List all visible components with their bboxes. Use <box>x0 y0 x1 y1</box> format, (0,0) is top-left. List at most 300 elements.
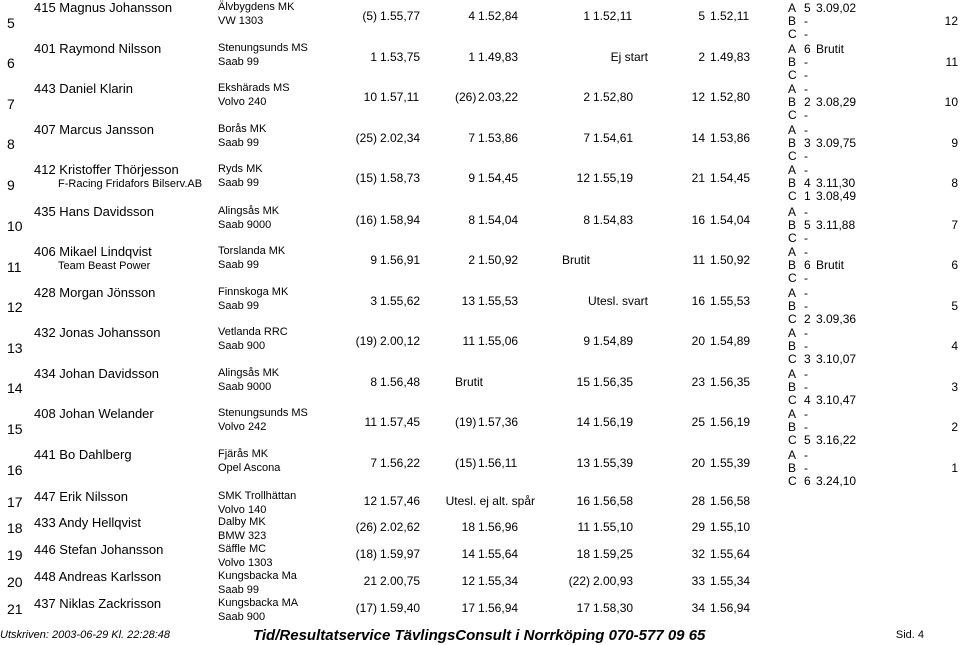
heat-rank: 8 <box>583 213 590 227</box>
driver-name: 448 Andreas Karlsson <box>34 569 162 584</box>
final-group-column <box>788 447 960 489</box>
heat-time: 1.55,53 <box>478 294 519 308</box>
heat-time: 2.02,34 <box>380 131 421 145</box>
final-group-column <box>788 366 960 406</box>
heat-time: 1.55,34 <box>478 574 519 588</box>
final-group-column <box>788 204 960 244</box>
group-place: 4 <box>804 176 811 190</box>
team-name: Team Beast Power <box>58 260 151 272</box>
heat-rank: 14 <box>461 547 475 561</box>
heat-time: 1.52,80 <box>710 90 751 104</box>
final-group-column <box>788 0 960 41</box>
heat-time: 1.55,10 <box>593 520 634 534</box>
heat-time: 1.56,94 <box>478 601 519 615</box>
club-name: Stenungsunds MS <box>218 407 308 419</box>
heat-time: 1.56,35 <box>593 375 634 389</box>
heat-time: 1.54,61 <box>593 131 634 145</box>
heat-time: 1.55,77 <box>380 9 421 23</box>
group-place: - <box>804 420 808 434</box>
heat-time: 1.58,73 <box>380 171 421 185</box>
club-name: Alingsås MK <box>218 205 280 217</box>
car-model: Saab 99 <box>218 177 259 189</box>
group-letter: A <box>788 163 797 177</box>
heat-time: 1.49,83 <box>478 50 519 64</box>
driver-name: 406 Mikael Lindqvist <box>34 244 152 259</box>
result-row <box>0 447 960 489</box>
heat-time: 1.54,04 <box>710 213 751 227</box>
heat-time: 1.52,11 <box>710 9 750 23</box>
position-number: 18 <box>7 520 23 536</box>
position-number: 10 <box>7 218 23 234</box>
heat-time: 1.55,10 <box>710 520 751 534</box>
driver-name: 434 Johan Davidsson <box>34 366 160 381</box>
group-time: 3.08,29 <box>816 95 857 109</box>
group-place: 6 <box>804 42 811 56</box>
driver-name: 428 Morgan Jönsson <box>34 285 156 300</box>
group-letter: C <box>788 108 797 122</box>
heat-rank: 12 <box>461 574 475 588</box>
group-letter: C <box>788 474 797 488</box>
group-place: - <box>804 82 808 96</box>
group-place: 3 <box>804 136 811 150</box>
group-place: - <box>804 27 808 41</box>
final-group-column <box>788 325 960 366</box>
car-model: Saab 900 <box>218 340 266 352</box>
club-name: Dalby MK <box>218 516 266 528</box>
position-number: 6 <box>7 55 15 71</box>
group-letter: C <box>788 393 797 407</box>
heat-time: 1.53,86 <box>478 131 519 145</box>
group-letter: A <box>788 407 797 421</box>
heat-rank: (19) <box>455 415 477 429</box>
group-time: 3.10,47 <box>816 393 857 407</box>
heat-time: 1.50,92 <box>478 253 519 267</box>
car-model: Saab 900 <box>218 611 266 623</box>
group-time: 3.16,22 <box>816 433 857 447</box>
heat-time: 1.53,86 <box>710 131 751 145</box>
position-number: 19 <box>7 547 23 563</box>
heat-time: 1.55,62 <box>380 294 421 308</box>
result-row <box>0 542 960 569</box>
final-rank: 9 <box>951 136 958 150</box>
heat-time: 1.55,64 <box>710 547 751 561</box>
position-number: 5 <box>7 15 15 31</box>
heat-time: 1.55,39 <box>593 456 634 470</box>
heat-rank: 12 <box>691 90 705 104</box>
final-rank: 2 <box>951 420 958 434</box>
driver-name: 447 Erik Nilsson <box>34 489 128 504</box>
heat-rank: 1 <box>370 50 377 64</box>
group-letter: C <box>788 352 797 366</box>
driver-name: 437 Niklas Zackrisson <box>34 596 162 611</box>
heat-rank: 14 <box>576 415 590 429</box>
club-name: Ekshärads MS <box>218 82 290 94</box>
club-name: SMK Trollhättan <box>218 490 297 502</box>
final-group-column <box>788 122 960 162</box>
heat-rank: 12 <box>363 494 377 508</box>
heat-time: 1.50,92 <box>710 253 751 267</box>
heat-time: 2.00,93 <box>593 574 634 588</box>
car-model: Saab 99 <box>218 56 259 68</box>
heat-rank: 2 <box>583 90 590 104</box>
heat-time: 1.54,45 <box>710 171 751 185</box>
result-row <box>0 41 960 81</box>
group-time: 3.10,07 <box>816 352 857 366</box>
result-row <box>0 569 960 596</box>
final-group-column <box>788 406 960 447</box>
heat-time: 1.54,89 <box>593 334 634 348</box>
group-place: 4 <box>804 393 811 407</box>
heat-rank: 29 <box>691 520 705 534</box>
heat-rank: 13 <box>461 294 475 308</box>
heat-rank: 32 <box>691 547 705 561</box>
group-time: Brutit <box>816 42 845 56</box>
group-place: - <box>804 339 808 353</box>
club-name: Fjärås MK <box>218 448 269 460</box>
heat-time: 1.52,84 <box>478 9 519 23</box>
heat-time: 1.56,48 <box>380 375 421 389</box>
result-row <box>0 366 960 406</box>
group-place: - <box>804 286 808 300</box>
position-number: 8 <box>7 136 15 152</box>
heat-time: 1.56,58 <box>593 494 634 508</box>
position-number: 11 <box>7 259 22 275</box>
club-name: Stenungsunds MS <box>218 42 308 54</box>
heat-rank: 2 <box>698 50 705 64</box>
result-row <box>0 489 960 515</box>
result-row <box>0 244 960 285</box>
car-model: Saab 99 <box>218 584 259 596</box>
group-place: - <box>804 14 808 28</box>
group-place: - <box>804 407 808 421</box>
heat-time: 1.59,40 <box>380 601 421 615</box>
heat-rank: Utesl. ej alt. spår <box>445 494 535 508</box>
position-number: 21 <box>7 601 23 617</box>
group-place: - <box>804 108 808 122</box>
heat-rank: 7 <box>468 131 475 145</box>
group-letter: A <box>788 123 797 137</box>
heat-rank: 13 <box>576 456 590 470</box>
group-place: 5 <box>804 1 811 15</box>
heat-rank: 25 <box>691 415 705 429</box>
final-rank: 4 <box>951 339 958 353</box>
heat-time: 2.03,22 <box>478 90 519 104</box>
heat-rank: 16 <box>691 294 705 308</box>
heat-rank: 18 <box>461 520 475 534</box>
driver-name: 441 Bo Dahlberg <box>34 447 132 462</box>
group-place: - <box>804 205 808 219</box>
heat-rank: (26) <box>355 520 377 534</box>
heat-time: 1.53,75 <box>380 50 421 64</box>
group-place: - <box>804 149 808 163</box>
heat-rank: 20 <box>691 456 705 470</box>
heat-time: 1.54,83 <box>593 213 634 227</box>
heat-time: 1.57,11 <box>380 90 420 104</box>
group-letter: B <box>788 258 797 272</box>
heat-rank: (26) <box>455 90 477 104</box>
heat-time: 1.56,94 <box>710 601 751 615</box>
heat-rank: 11 <box>577 520 590 534</box>
final-rank: 11 <box>945 55 958 69</box>
result-row <box>0 596 960 623</box>
group-place: - <box>804 299 808 313</box>
result-row <box>0 81 960 122</box>
club-name: Finnskoga MK <box>218 286 289 298</box>
heat-rank: 3 <box>370 294 377 308</box>
group-place: - <box>804 163 808 177</box>
club-name: Alingsås MK <box>218 367 280 379</box>
heat-time: 1.56,58 <box>710 494 751 508</box>
group-place: 5 <box>804 218 811 232</box>
final-rank: 1 <box>951 461 958 475</box>
group-letter: B <box>788 299 797 313</box>
heat-rank: 11 <box>462 334 475 348</box>
group-place: 2 <box>804 95 811 109</box>
heat-time: 1.52,11 <box>593 9 633 23</box>
group-letter: C <box>788 231 797 245</box>
heat-time: 1.52,80 <box>593 90 634 104</box>
heat-rank: Brutit <box>455 375 484 389</box>
heat-rank: 1 <box>468 50 475 64</box>
heat-time: 1.55,34 <box>710 574 751 588</box>
driver-name: 407 Marcus Jansson <box>34 122 154 137</box>
heat-time: 1.56,11 <box>478 456 518 470</box>
final-rank: 3 <box>951 380 958 394</box>
driver-name: 432 Jonas Johansson <box>34 325 161 340</box>
group-letter: A <box>788 326 797 340</box>
group-place: - <box>804 123 808 137</box>
driver-name: 415 Magnus Johansson <box>34 0 173 15</box>
car-model: Volvo 140 <box>218 504 267 516</box>
heat-time: 1.55,06 <box>478 334 519 348</box>
final-rank: 12 <box>944 14 958 28</box>
heat-time: 1.59,25 <box>593 547 634 561</box>
heat-rank: Ej start <box>610 50 648 64</box>
group-time: 3.11,30 <box>816 176 856 190</box>
group-letter: A <box>788 367 797 381</box>
group-letter: C <box>788 312 797 326</box>
car-model: Volvo 240 <box>218 96 267 108</box>
final-rank: 8 <box>951 176 958 190</box>
position-number: 13 <box>7 340 23 356</box>
heat-rank: 9 <box>468 171 475 185</box>
group-place: - <box>804 367 808 381</box>
position-number: 7 <box>7 96 15 112</box>
heat-rank: (22) <box>568 574 590 588</box>
heat-time: 1.55,53 <box>710 294 751 308</box>
position-number: 12 <box>7 299 23 315</box>
group-letter: C <box>788 27 797 41</box>
driver-name: 435 Hans Davidsson <box>34 204 154 219</box>
group-place: 2 <box>804 312 811 326</box>
group-letter: A <box>788 245 797 259</box>
heat-time: 1.54,45 <box>478 171 519 185</box>
group-letter: C <box>788 189 797 203</box>
group-letter: C <box>788 68 797 82</box>
heat-rank: 23 <box>691 375 705 389</box>
driver-name: 408 Johan Welander <box>34 406 154 421</box>
club-name: Säffle MC <box>218 543 267 555</box>
heat-rank: 12 <box>576 171 590 185</box>
heat-rank: (16) <box>355 213 377 227</box>
group-letter: A <box>788 1 797 15</box>
group-place: - <box>804 271 808 285</box>
heat-rank: 14 <box>691 131 705 145</box>
result-row <box>0 122 960 162</box>
group-letter: A <box>788 82 797 96</box>
group-place: - <box>804 448 808 462</box>
result-row <box>0 204 960 244</box>
group-letter: B <box>788 176 797 190</box>
heat-time: 1.57,46 <box>380 494 421 508</box>
group-time: 3.08,49 <box>816 189 857 203</box>
group-place: 5 <box>804 433 811 447</box>
car-model: Volvo 242 <box>218 421 267 433</box>
group-letter: B <box>788 461 797 475</box>
group-place: 1 <box>804 189 811 203</box>
heat-rank: 2 <box>468 253 475 267</box>
heat-time: 1.56,19 <box>593 415 634 429</box>
group-letter: B <box>788 339 797 353</box>
heat-rank: 4 <box>468 9 475 23</box>
heat-rank: (15) <box>455 456 477 470</box>
club-name: Ryds MK <box>218 163 263 175</box>
group-letter: C <box>788 271 797 285</box>
driver-name: 433 Andy Hellqvist <box>34 515 141 530</box>
heat-time: 1.56,19 <box>710 415 751 429</box>
heat-time: 1.58,30 <box>593 601 634 615</box>
heat-rank: 11 <box>364 415 377 429</box>
group-place: 3 <box>804 352 811 366</box>
page-number: Sid. 4 <box>895 629 924 641</box>
final-group-column <box>788 285 960 325</box>
club-name: Kungsbacka MA <box>218 597 299 609</box>
group-letter: C <box>788 149 797 163</box>
heat-rank: 9 <box>370 253 377 267</box>
final-group-column <box>788 81 960 122</box>
group-letter: A <box>788 286 797 300</box>
group-place: - <box>804 245 808 259</box>
heat-rank: (5) <box>362 9 377 23</box>
car-model: Saab 9000 <box>218 219 272 231</box>
car-model: Saab 99 <box>218 300 259 312</box>
heat-time: 1.56,35 <box>710 375 751 389</box>
heat-time: 1.56,96 <box>478 520 519 534</box>
position-number: 9 <box>7 177 15 193</box>
position-number: 14 <box>7 380 23 396</box>
position-number: 15 <box>7 421 23 437</box>
heat-time: 1.55,64 <box>478 547 519 561</box>
heat-rank: 17 <box>576 601 590 615</box>
heat-rank: 17 <box>461 601 475 615</box>
printed-timestamp: Utskriven: 2003-06-29 Kl. 22:28:48 <box>0 629 170 641</box>
car-model: Volvo 1303 <box>218 557 273 569</box>
final-group-column <box>788 41 960 81</box>
group-letter: B <box>788 95 797 109</box>
group-place: - <box>804 326 808 340</box>
car-model: Saab 99 <box>218 137 259 149</box>
final-group-column <box>788 244 960 285</box>
club-name: Borås MK <box>218 123 267 135</box>
result-row <box>0 285 960 325</box>
timing-service-credit: Tid/Resultatservice TävlingsConsult i Norrköping 070-577 09 65 <box>253 627 706 644</box>
club-name: Torslanda MK <box>218 245 286 257</box>
group-place: 6 <box>804 474 811 488</box>
heat-rank: 20 <box>691 334 705 348</box>
position-number: 17 <box>7 494 23 510</box>
result-row <box>0 0 960 41</box>
heat-rank: 7 <box>583 131 590 145</box>
heat-rank: Brutit <box>561 253 590 267</box>
page-footer <box>0 627 960 645</box>
final-rank: 6 <box>951 258 958 272</box>
group-place: - <box>804 380 808 394</box>
group-letter: B <box>788 14 797 28</box>
heat-rank: 5 <box>698 9 705 23</box>
heat-rank: 16 <box>576 494 590 508</box>
group-time: Brutit <box>816 258 845 272</box>
heat-rank: 21 <box>691 171 705 185</box>
driver-name: 446 Stefan Johansson <box>34 542 164 557</box>
group-place: - <box>804 231 808 245</box>
heat-time: 2.00,12 <box>380 334 421 348</box>
result-row <box>0 406 960 447</box>
car-model: VW 1303 <box>218 15 264 27</box>
heat-rank: 9 <box>583 334 590 348</box>
heat-rank: 28 <box>691 494 705 508</box>
heat-rank: (25) <box>355 131 377 145</box>
final-rank: 7 <box>951 218 958 232</box>
group-letter: B <box>788 218 797 232</box>
heat-time: 1.58,94 <box>380 213 421 227</box>
heat-rank: 10 <box>363 90 377 104</box>
group-place: 6 <box>804 258 811 272</box>
group-time: 3.09,75 <box>816 136 857 150</box>
group-letter: A <box>788 448 797 462</box>
heat-time: 2.02,62 <box>380 520 421 534</box>
group-letter: C <box>788 433 797 447</box>
position-number: 20 <box>7 574 23 590</box>
group-time: 3.09,02 <box>816 1 857 15</box>
group-letter: A <box>788 42 797 56</box>
heat-time: 1.54,89 <box>710 334 751 348</box>
result-row <box>0 162 960 204</box>
car-model: Saab 9000 <box>218 381 272 393</box>
club-name: Kungsbacka Ma <box>218 570 297 582</box>
heat-rank: (17) <box>355 601 377 615</box>
heat-rank: 15 <box>576 375 590 389</box>
club-name: Älvbygdens MK <box>218 1 295 13</box>
heat-rank: 16 <box>691 213 705 227</box>
final-rank: 10 <box>944 95 958 109</box>
heat-time: 1.55,39 <box>710 456 751 470</box>
heat-rank: (15) <box>355 171 377 185</box>
heat-rank: 8 <box>370 375 377 389</box>
group-letter: A <box>788 205 797 219</box>
car-model: Opel Ascona <box>218 462 281 474</box>
heat-rank: 21 <box>363 574 377 588</box>
heat-time: 1.57,36 <box>478 415 519 429</box>
heat-time: 1.59,97 <box>380 547 421 561</box>
car-model: Saab 99 <box>218 259 259 271</box>
heat-rank: (19) <box>355 334 377 348</box>
team-name: F-Racing Fridafors Bilserv.AB <box>58 178 203 190</box>
heat-time: 1.56,22 <box>380 456 421 470</box>
group-letter: B <box>788 380 797 394</box>
heat-time: 1.57,45 <box>380 415 421 429</box>
heat-time: 1.56,91 <box>380 253 421 267</box>
heat-rank: 34 <box>691 601 705 615</box>
